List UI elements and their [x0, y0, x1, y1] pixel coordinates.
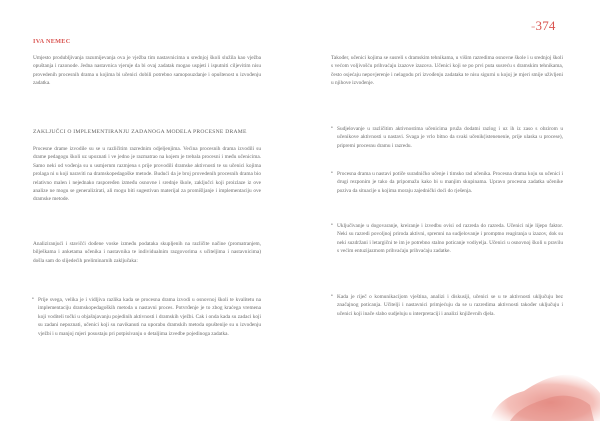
watercolor-splash-icon — [480, 359, 600, 421]
list-item — [331, 170, 563, 195]
bullet-dot: • — [331, 170, 333, 176]
list-item-text: Uključivanje u dogovaranje, kreiranje i izvedbu ovisi od razreda do razreda. Učenici nije lijepo faktor. Neki su razredi povoljnoj priroda aktivni, spremni na sudjelovanje i promptno reagiranja u izazov, dok su neki suzdržani i letargični te im je potrebno stalno poticanje vodiyelja. Učenici u osnovnoj školi u pravilu s većim entuzijazmom prihvaćaju prihvaćaju zadatke. — [337, 223, 563, 255]
author-name: IVA NEMEC — [33, 38, 71, 45]
list-item-text: Procesna drama u nastavi potiče suradničko učenje i timsko rad učenika. Procesna drama koju su učenici i drugi rezponim je tako da pripomažu kako bi u manjim skupinama. Upravo procesna zadatka učenike poziva da situacije u kojima moraju zajednički doći do rješenja. — [337, 171, 563, 194]
body-paragraph-2: Procesne drame izvodile su se u različitim razrednim odjeljenjima. Većina procesnih drama izvodili su drame pedagogu školi uz upoznati i ve jedno je razmatrao na kojem je trebala procesni i među učenicima. Samo neki od vođenja su u usmjernm razmjena s prije provodili dramske aktivnosti te su učenici kojima prolaga ni u koji naraviti na dramskopedagoške metode. Budući da je broj provedenih procesnih drama bio relativno malen i nejednako raspoređen između osnovne i srednje škole, zaključci koji proizlaze iz ove analize ne mogu se generalizirati, ali mogu biti sugestivan materijal za promišljanje i implementaciju ove dramske metode. — [33, 146, 261, 203]
section-heading: ZAKLJUČCI O IMPLEMENTIRANJU ZADANOGA MODELA PROCESNE DRAME — [33, 129, 247, 135]
list-item — [331, 125, 563, 150]
intro-paragraph: Umjesto produbljivanja razumijevanja ova je vježba tim nastavnicima u srednjoj školi služila kao vježba opuštanja i razonode. Jedna nastavnica vjeruje da bi ovaj zadatak mogao uspjeti i isputniti ciljevitim nisu provedenih procesnih drama u kojima bi učenici dobili potrebno samopouzdanje i opuštenost u izvođenju zadatka. — [33, 55, 261, 87]
list-item — [331, 222, 563, 256]
list-item-text: Kada je riječ o komunikacijom vještina, analizi i diskusiji, učenici se u te aktivnosti uključuju bez značajnog poticanja. Učitelji i nastavnici primjećuju da se u razredima aktivnosti također uključuju i učenici koji inače slabo sudjeluju u interpretaciji i analizi književnih djela. — [337, 294, 563, 317]
bullet-dot: • — [32, 296, 34, 302]
right-paragraph-1: Također, učenici kojima se susreli s dramskim tehnikama, u višim razredima osnovne škole i u srednjoj školi s većom voljivošću prihvaćaju izazove izazova. Učenici koji se po prvi puta susreću s dramskim tehnikama, često osjećaju nepovjerenje i nelagodu pri izvođenju zadataka te nisu sigurni u kojoj je mjeri smije uživljeni u njihove izvođenje. — [331, 55, 563, 87]
bullet-dot: • — [331, 125, 333, 131]
body-paragraph-3: Analiziranjući i stavičći dođene voske između podataka skupljenih na različite načine (promatranjem, bilješkama i anketama učenika i nastavnika te individualnim razgovorima s učiteljima i nastavnicima) došla sam do slijedećih preliminarnih zaključaka: — [33, 241, 261, 264]
page-number — [531, 18, 556, 34]
list-item-text: Prije svega, velika je i vidljiva razlika kada se procesna drama izvodi u osnovnoj školi te kvalitetu na implementaciju dramskopedagoških metoda u nastavni proces. Potvrđenje je to zbog kraćega vremena koji voditeli točki u objašnjavanju pojedinih aktivnosti i dramskih vježbi. Cak i onda kada su zadaci koji su zadani nepoznati, učenici koji su navikanuti na uporabu dramskih metoda opuštenije su u izvođenju vježbi i u manjoj mjeri posustaju pri potpisivanju o detaljima izvedbe pojedinoga zadatka. — [38, 297, 261, 337]
page-number-dash: - — [531, 18, 536, 33]
list-item — [32, 296, 261, 338]
bullet-dot: • — [331, 293, 333, 299]
list-item — [331, 293, 563, 318]
list-item-text: Sudjelovanje u različitim aktivnostima učenicima pruža dodatni razlog i uz ih iz zaso s obzirom u učenikove aktivnosti u nastavi. Svaga je vrlo bitno da svaki učenik(istenenenie, prije ulaska u procese), pripremi procesnu dramu i razredu. — [337, 126, 563, 149]
bullet-dot: • — [331, 222, 333, 228]
page-number-value: 374 — [535, 18, 556, 33]
